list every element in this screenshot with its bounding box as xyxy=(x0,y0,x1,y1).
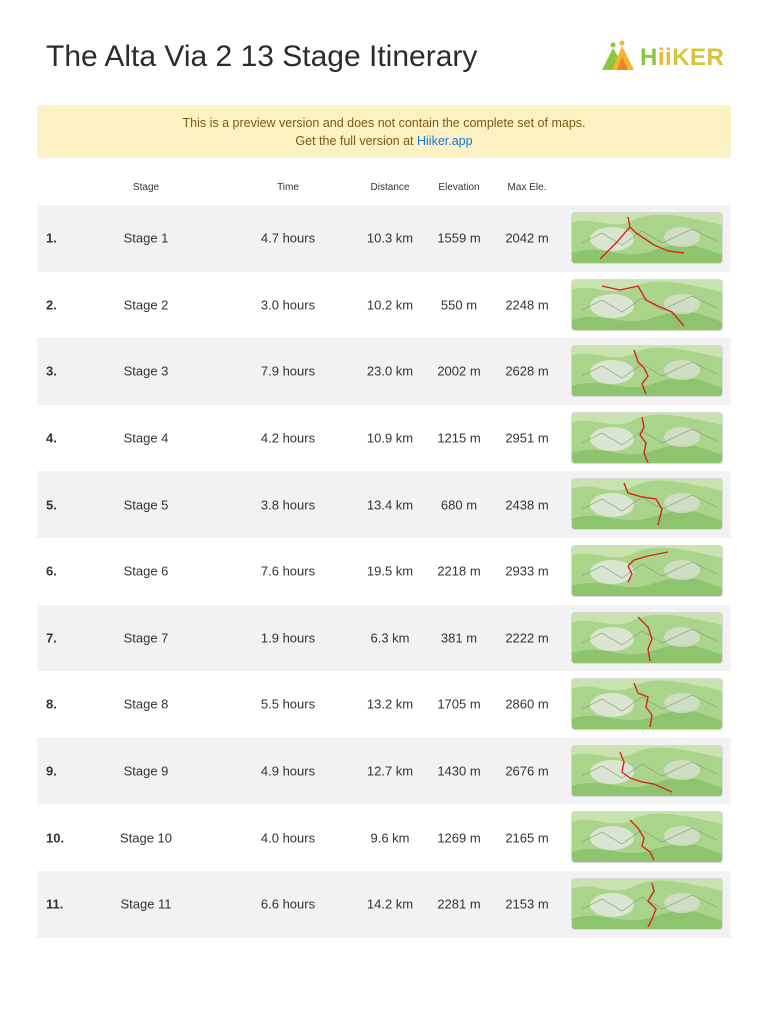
stage-name: Stage 2 xyxy=(123,297,169,313)
route-map-thumbnail xyxy=(572,546,722,596)
stage-number: 4. xyxy=(46,430,57,446)
stage-elevation: 1430 m xyxy=(437,763,481,779)
stage-distance: 13.2 km xyxy=(366,696,414,712)
stage-table xyxy=(37,205,731,938)
table-row xyxy=(37,871,731,938)
stage-time: 1.9 hours xyxy=(260,630,316,646)
stage-name: Stage 11 xyxy=(120,896,172,912)
stage-number: 5. xyxy=(46,497,57,513)
stage-number: 6. xyxy=(46,563,57,579)
route-map-thumbnail xyxy=(572,213,722,263)
table-row xyxy=(37,671,731,738)
stage-distance: 13.4 km xyxy=(366,497,414,513)
table-header xyxy=(37,180,731,196)
table-row xyxy=(37,471,731,538)
stage-name: Stage 7 xyxy=(123,630,169,646)
stage-max-elevation: 2628 m xyxy=(505,363,549,379)
stage-number: 2. xyxy=(46,297,57,313)
stage-number: 1. xyxy=(46,230,57,246)
stage-time: 5.5 hours xyxy=(260,696,316,712)
stage-elevation: 1269 m xyxy=(437,830,481,846)
route-map-thumbnail xyxy=(572,413,722,463)
route-map-thumbnail xyxy=(572,879,722,929)
stage-elevation: 1705 m xyxy=(437,696,481,712)
stage-distance: 10.3 km xyxy=(366,230,414,246)
stage-number: 3. xyxy=(46,363,57,379)
stage-distance: 10.2 km xyxy=(366,297,414,313)
stage-time: 4.2 hours xyxy=(260,430,316,446)
stage-number: 8. xyxy=(46,696,57,712)
stage-name: Stage 1 xyxy=(123,230,169,246)
stage-max-elevation: 2676 m xyxy=(505,763,549,779)
stage-time: 7.9 hours xyxy=(260,363,316,379)
stage-max-elevation: 2222 m xyxy=(505,630,549,646)
route-map-thumbnail xyxy=(572,679,722,729)
column-header-distance: Distance xyxy=(370,182,410,193)
notice-line-1: This is a preview version and does not contain the complete set of maps. xyxy=(182,116,586,130)
stage-max-elevation: 2248 m xyxy=(505,297,549,313)
stage-time: 4.7 hours xyxy=(260,230,316,246)
stage-time: 6.6 hours xyxy=(260,896,316,912)
hiiker-mountain-logo-icon xyxy=(600,40,636,77)
route-map-thumbnail xyxy=(572,746,722,796)
logo-letters-ii: ii xyxy=(657,44,673,71)
stage-distance: 14.2 km xyxy=(366,896,414,912)
stage-elevation: 550 m xyxy=(440,297,478,313)
stage-distance: 9.6 km xyxy=(370,830,410,846)
column-header-stage: Stage xyxy=(132,182,160,193)
route-map-thumbnail xyxy=(572,280,722,330)
stage-number: 11. xyxy=(46,896,64,912)
stage-elevation: 2218 m xyxy=(437,563,481,579)
stage-time: 4.9 hours xyxy=(260,763,316,779)
stage-elevation: 680 m xyxy=(440,497,478,513)
stage-name: Stage 6 xyxy=(123,563,169,579)
stage-distance: 23.0 km xyxy=(366,363,414,379)
stage-name: Stage 3 xyxy=(123,363,169,379)
stage-name: Stage 8 xyxy=(123,696,169,712)
stage-name: Stage 4 xyxy=(123,430,169,446)
table-row xyxy=(37,605,731,672)
stage-time: 3.0 hours xyxy=(260,297,316,313)
table-row xyxy=(37,804,731,871)
stage-elevation: 1559 m xyxy=(437,230,481,246)
notice-line-2-prefix: Get the full version at xyxy=(295,134,417,148)
column-header-elevation: Elevation xyxy=(438,182,480,193)
table-row xyxy=(37,538,731,605)
stage-distance: 12.7 km xyxy=(366,763,414,779)
table-row xyxy=(37,338,731,405)
stage-distance: 10.9 km xyxy=(366,430,414,446)
stage-max-elevation: 2933 m xyxy=(505,563,549,579)
stage-elevation: 381 m xyxy=(440,630,478,646)
notice-line-2 xyxy=(37,132,731,150)
stage-number: 7. xyxy=(46,630,57,646)
stage-number: 10. xyxy=(46,830,65,846)
stage-name: Stage 10 xyxy=(119,830,173,846)
stage-elevation: 2281 m xyxy=(437,896,481,912)
stage-max-elevation: 2438 m xyxy=(505,497,549,513)
stage-time: 3.8 hours xyxy=(260,497,316,513)
table-row xyxy=(37,272,731,339)
column-header-max-ele: Max Ele. xyxy=(507,182,547,193)
stage-distance: 6.3 km xyxy=(370,630,410,646)
page-header xyxy=(0,0,768,100)
logo-wordmark xyxy=(640,44,724,72)
stage-distance: 19.5 km xyxy=(366,563,414,579)
stage-max-elevation: 2165 m xyxy=(505,830,549,846)
route-map-thumbnail xyxy=(572,479,722,529)
stage-elevation: 1215 m xyxy=(437,430,481,446)
route-map-thumbnail xyxy=(572,812,722,862)
table-row xyxy=(37,405,731,472)
stage-name: Stage 5 xyxy=(123,497,169,513)
route-map-thumbnail xyxy=(572,613,722,663)
preview-notice xyxy=(37,105,731,158)
table-row xyxy=(37,205,731,272)
route-map-thumbnail xyxy=(572,346,722,396)
stage-time: 7.6 hours xyxy=(260,563,316,579)
table-row xyxy=(37,738,731,805)
stage-elevation: 2002 m xyxy=(437,363,481,379)
stage-number: 9. xyxy=(46,763,57,779)
stage-name: Stage 9 xyxy=(123,763,169,779)
column-header-time: Time xyxy=(277,182,299,193)
stage-max-elevation: 2860 m xyxy=(505,696,549,712)
stage-max-elevation: 2951 m xyxy=(505,430,549,446)
hiiker-logo xyxy=(600,42,724,74)
stage-max-elevation: 2153 m xyxy=(505,896,549,912)
stage-time: 4.0 hours xyxy=(260,830,316,846)
logo-letters-ker: KER xyxy=(672,44,725,71)
logo-letter-h: H xyxy=(640,44,658,71)
page-title: The Alta Via 2 13 Stage Itinerary xyxy=(46,40,478,73)
hiiker-app-link[interactable]: Hiiker.app xyxy=(417,134,473,148)
stage-max-elevation: 2042 m xyxy=(505,230,549,246)
